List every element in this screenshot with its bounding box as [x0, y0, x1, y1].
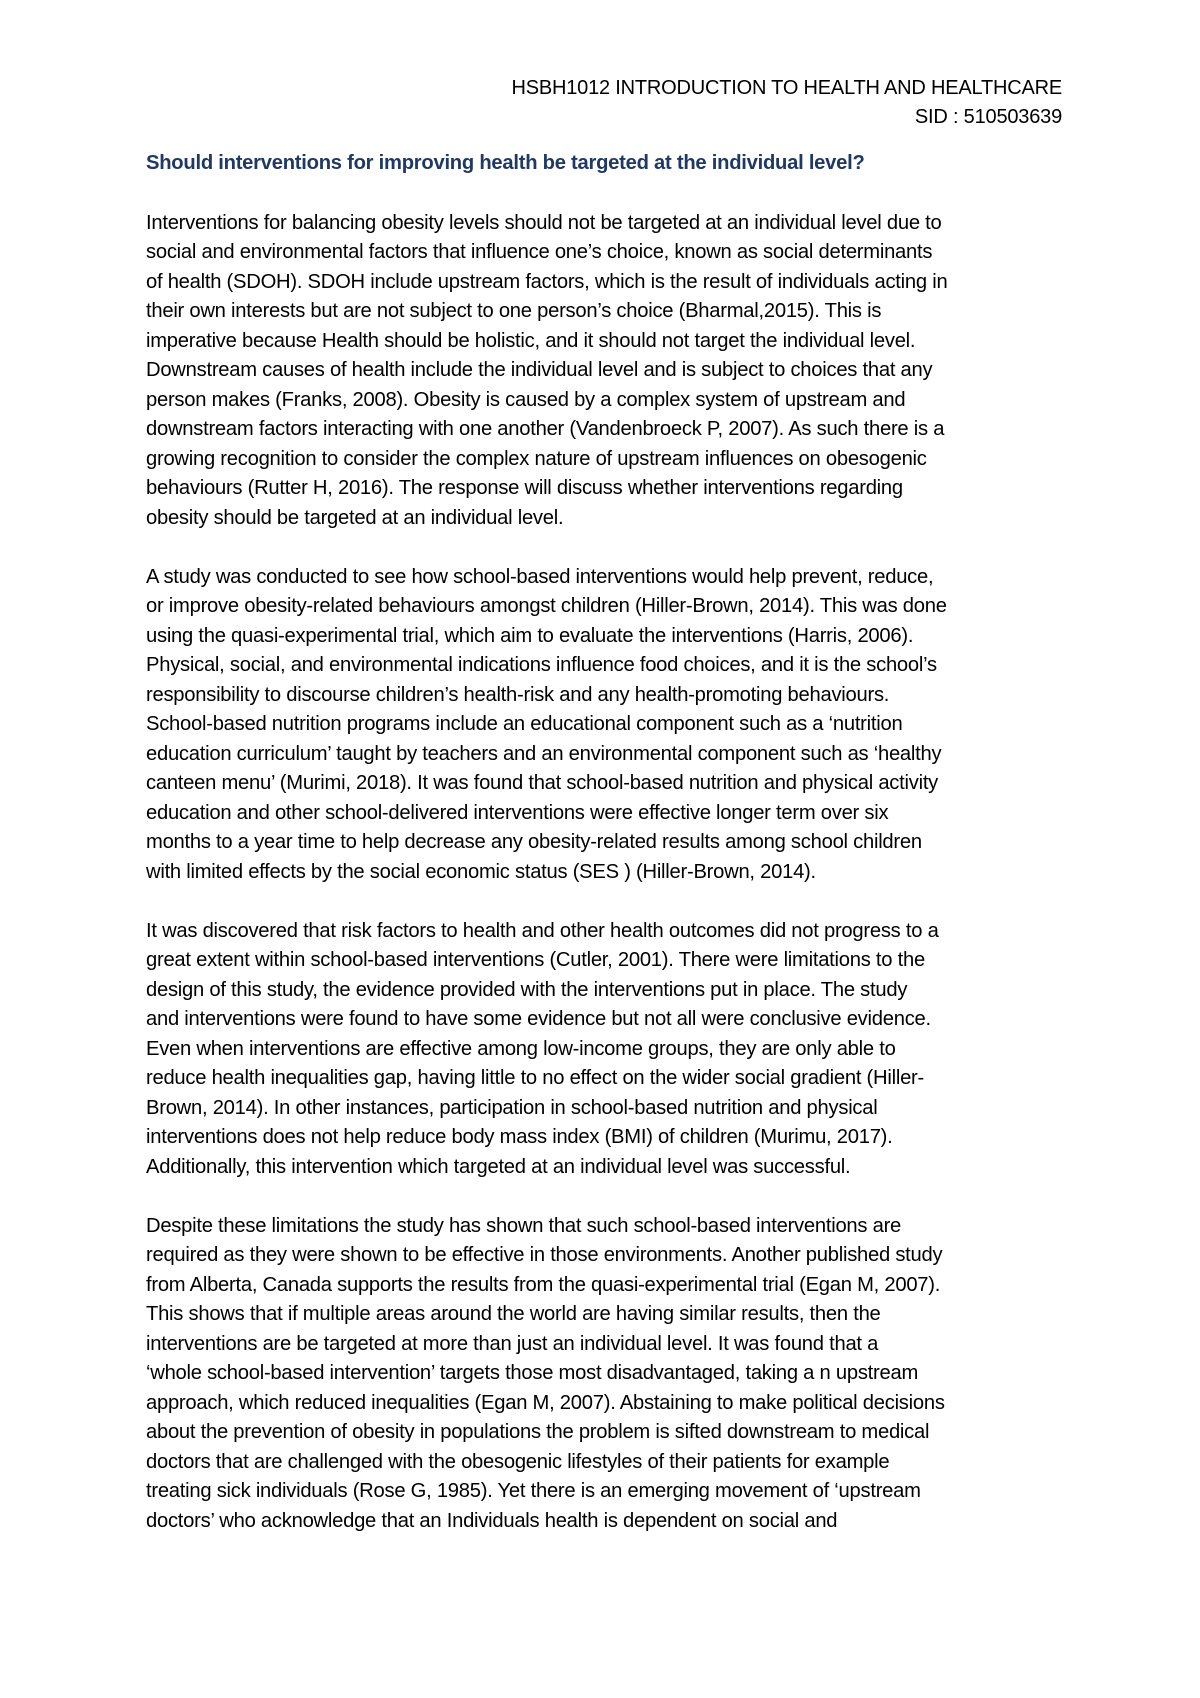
paragraph-line: design of this study, the evidence provided with the interventions put in place. The study: [146, 978, 908, 1001]
document-body: [146, 149, 1076, 1566]
paragraph-line: interventions are be targeted at more than just an individual level. It was found that a: [146, 1332, 879, 1355]
paragraph-line: growing recognition to consider the complex nature of upstream influences on obesogenic: [146, 447, 927, 470]
paragraph-line: their own interests but are not subject to one person’s choice (Bharmal,2015). This is: [146, 300, 882, 322]
paragraph-line: education curriculum’ taught by teachers and an environmental component such as ‘healthy: [146, 742, 942, 765]
paragraph-line: Brown, 2014). In other instances, participation in school-based nutrition and physical: [146, 1096, 878, 1119]
paragraph-line: from Alberta, Canada supports the results from the quasi-experimental trial (Egan M, 2007).: [146, 1273, 941, 1296]
paragraph-line: using the quasi-experimental trial, which aim to evaluate the interventions (Harris, 2006).: [146, 624, 914, 647]
paragraph-3: [146, 917, 1076, 1183]
paragraph-4: [146, 1212, 1076, 1537]
paragraph-line: education and other school-delivered interventions were effective longer term over six: [146, 801, 889, 824]
paragraph-line: approach, which reduced inequalities (Egan M, 2007). Abstaining to make political decisions: [146, 1391, 945, 1414]
paragraph-line: person makes (Franks, 2008). Obesity is caused by a complex system of upstream and: [146, 388, 906, 411]
paragraph-line: of health (SDOH). SDOH include upstream factors, which is the result of individuals acting in: [146, 270, 948, 293]
paragraph-line: treating sick individuals (Rose G, 1985). Yet there is an emerging movement of ‘upstream: [146, 1480, 921, 1502]
paragraph-line: obesity should be targeted at an individual level.: [146, 506, 564, 529]
paragraph-line: Additionally, this intervention which targeted at an individual level was successful.: [146, 1155, 851, 1178]
paragraph-line: A study was conducted to see how school-based interventions would help prevent, reduce,: [146, 565, 934, 588]
paragraph-line: Despite these limitations the study has shown that such school-based interventions are: [146, 1214, 902, 1237]
paragraph-line: Even when interventions are effective among low-income groups, they are only able to: [146, 1037, 896, 1060]
paragraphs-container: [146, 209, 1076, 1537]
paragraph-line: great extent within school-based interventions (Cutler, 2001). There were limitations to the: [146, 949, 925, 971]
paragraph-2: [146, 563, 1076, 888]
paragraph-line: interventions does not help reduce body mass index (BMI) of children (Murimu, 2017).: [146, 1126, 893, 1148]
paragraph-line: ‘whole school-based intervention’ targets those most disadvantaged, taking a n upstream: [146, 1362, 919, 1384]
course-title: HSBH1012 INTRODUCTION TO HEALTH AND HEALTHCARE: [511, 77, 1062, 99]
paragraph-line: or improve obesity-related behaviours amongst children (Hiller-Brown, 2014). This was done: [146, 595, 947, 617]
paragraph-line: required as they were shown to be effective in those environments. Another published study: [146, 1244, 943, 1266]
student-id: SID : 510503639: [914, 106, 1062, 128]
paragraph-line: School-based nutrition programs include an educational component such as a ‘nutrition: [146, 713, 903, 735]
paragraph-line: This shows that if multiple areas around the world are having similar results, then the: [146, 1303, 881, 1325]
paragraph-line: and interventions were found to have some evidence but not all were conclusive evidence.: [146, 1008, 931, 1030]
paragraph-line: responsibility to discourse children’s health-risk and any health-promoting behaviours.: [146, 683, 890, 706]
paragraph-line: social and environmental factors that influence one’s choice, known as social determinants: [146, 241, 933, 263]
paragraph-line: It was discovered that risk factors to health and other health outcomes did not progress to a: [146, 919, 939, 942]
paragraph-line: Physical, social, and environmental indications influence food choices, and it is the school’s: [146, 654, 937, 676]
paragraph-line: imperative because Health should be holistic, and it should not target the individual level.: [146, 329, 916, 352]
paragraph-line: behaviours (Rutter H, 2016). The response will discuss whether interventions regarding: [146, 477, 903, 499]
paragraph-line: doctors that are challenged with the obesogenic lifestyles of their patients for example: [146, 1450, 890, 1473]
paragraph-1: [146, 209, 1076, 534]
paragraph-line: reduce health inequalities gap, having little to no effect on the wider social gradient (Hiller-: [146, 1067, 924, 1089]
paragraph-line: Interventions for balancing obesity levels should not be targeted at an individual level due to: [146, 211, 942, 234]
essay-question: Should interventions for improving health be targeted at the individual level?: [146, 152, 865, 174]
paragraph-line: canteen menu’ (Murimi, 2018). It was found that school-based nutrition and physical activity: [146, 772, 939, 794]
paragraph-line: downstream factors interacting with one another (Vandenbroeck P, 2007). As such there is a: [146, 418, 945, 440]
paragraph-line: doctors’ who acknowledge that an Individuals health is dependent on social and: [146, 1509, 838, 1532]
paragraph-line: about the prevention of obesity in populations the problem is sifted downstream to medical: [146, 1421, 930, 1443]
paragraph-line: Downstream causes of health include the individual level and is subject to choices that any: [146, 359, 933, 381]
paragraph-line: with limited effects by the social economic status (SES ) (Hiller-Brown, 2014).: [146, 860, 816, 883]
paragraph-line: months to a year time to help decrease any obesity-related results among school children: [146, 831, 922, 853]
page-header: [511, 74, 1062, 132]
